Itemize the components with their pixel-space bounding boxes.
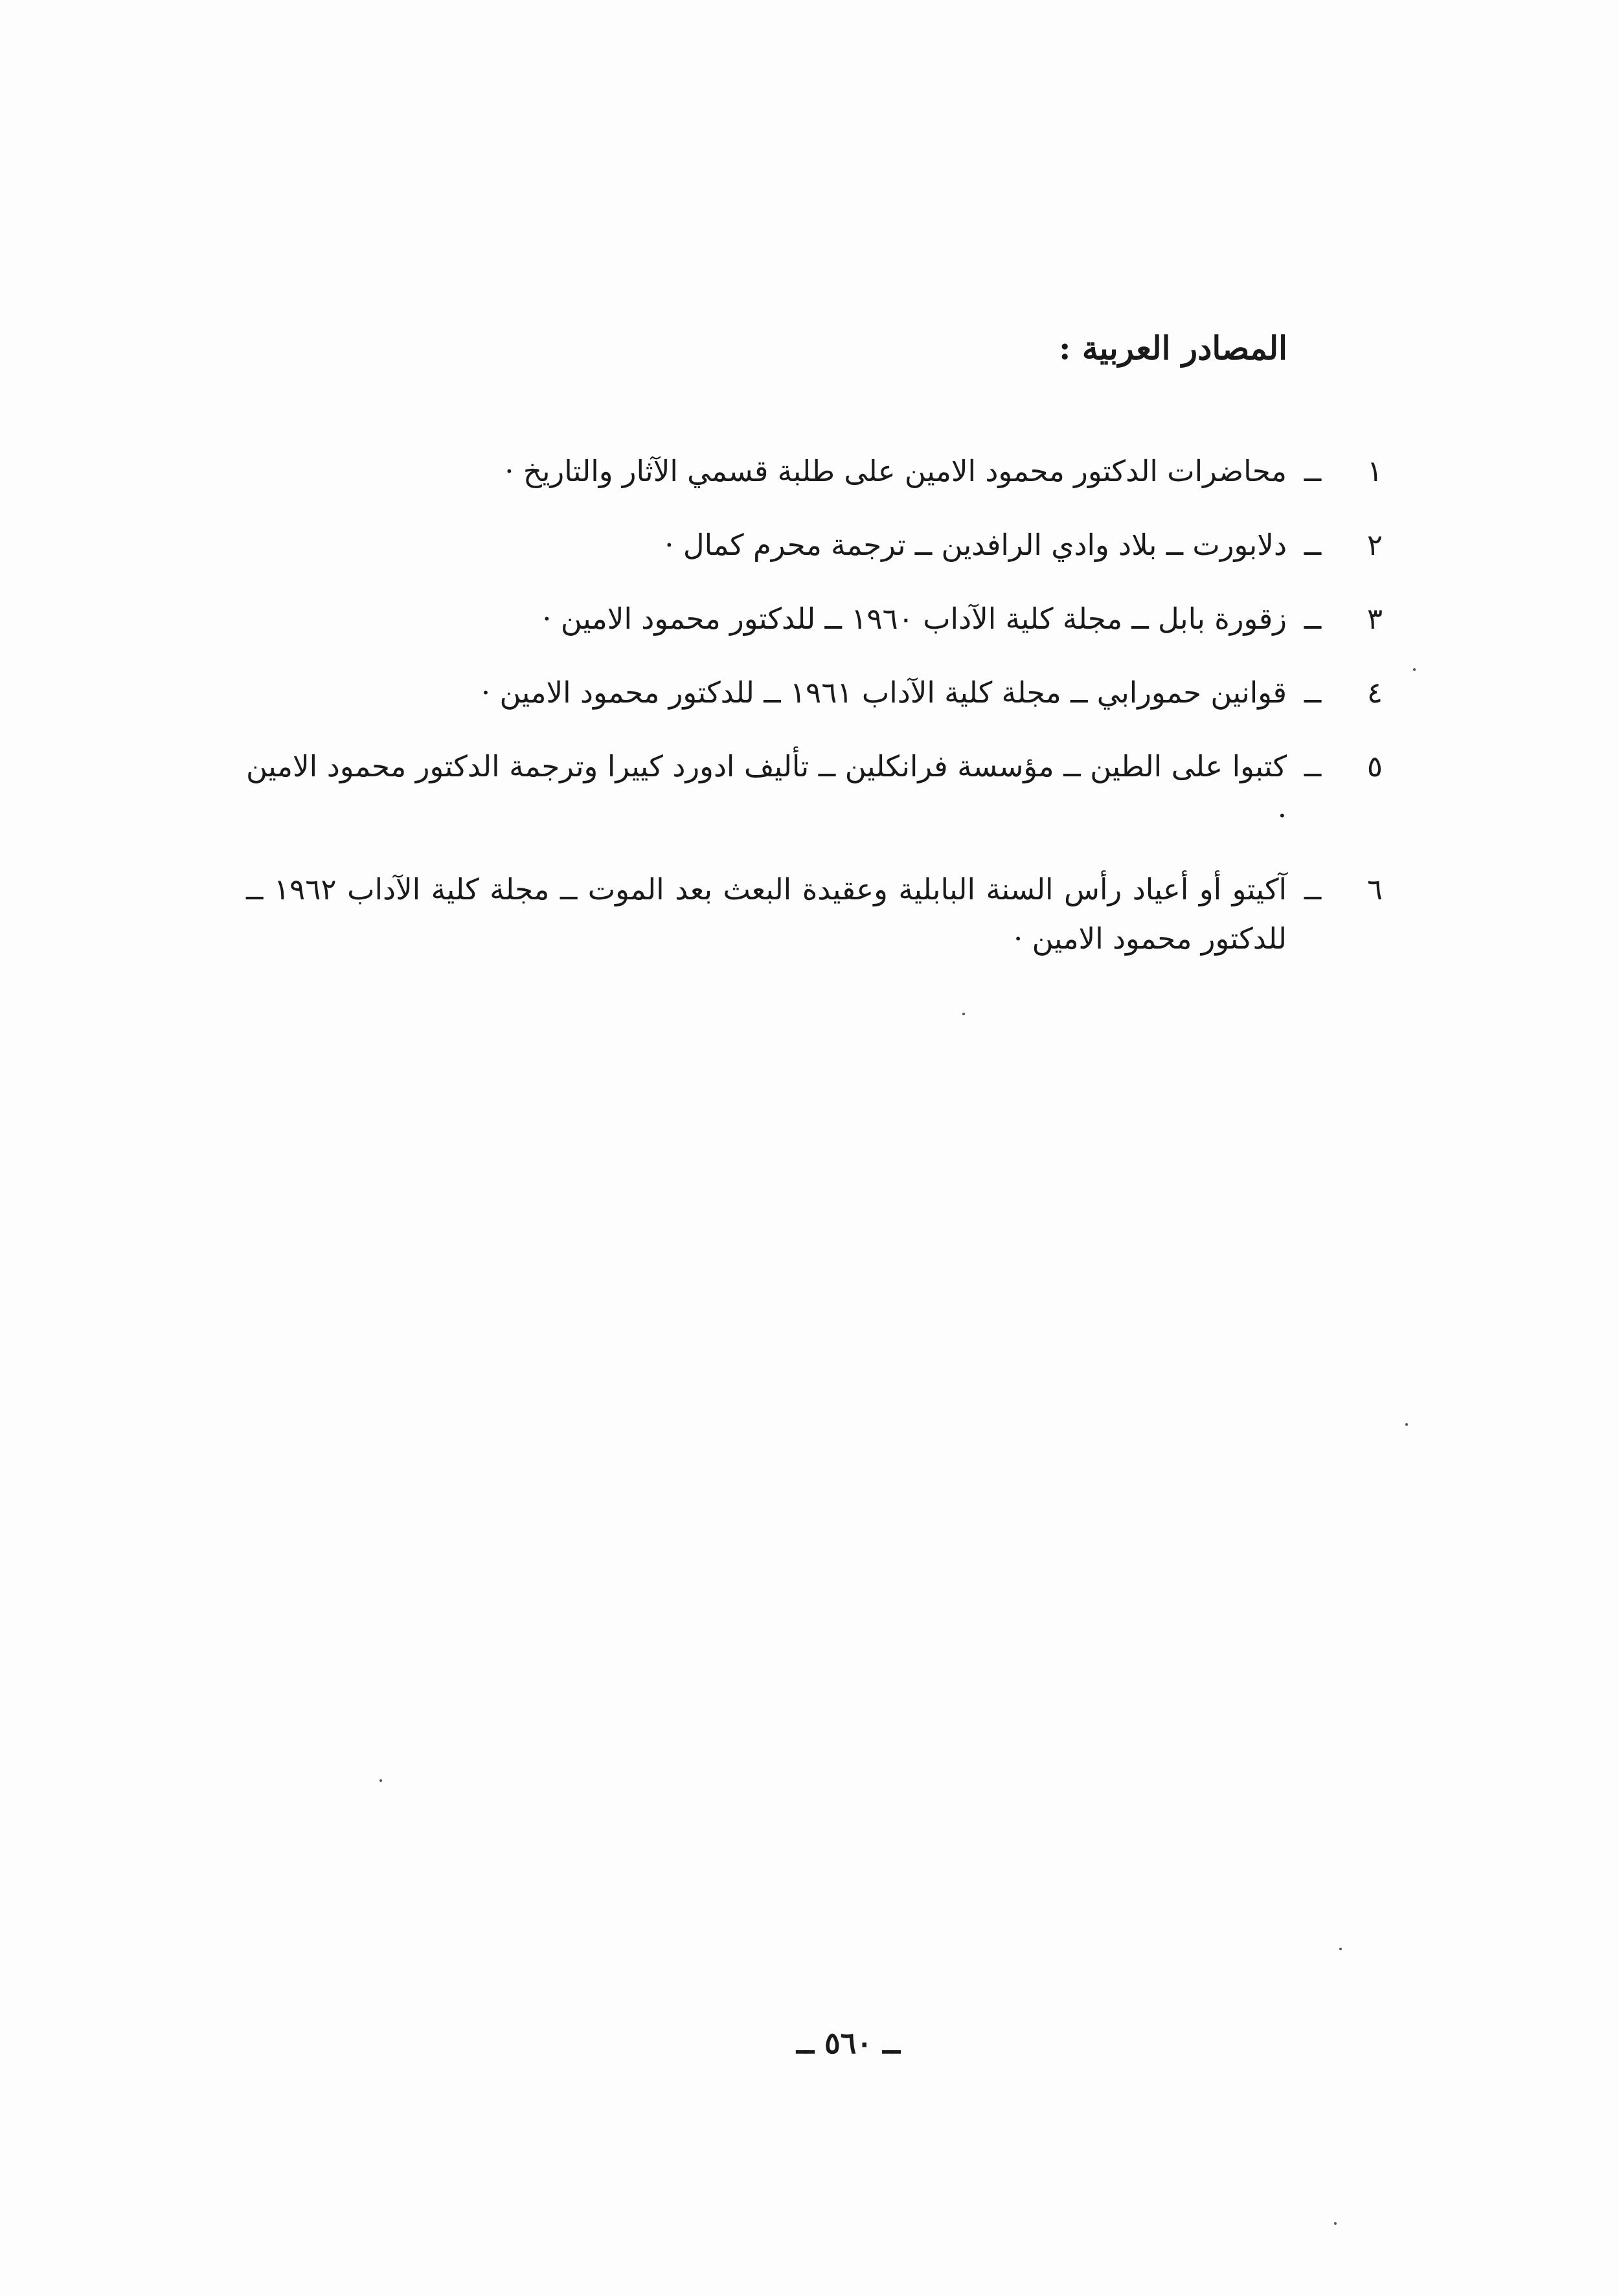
reference-text: آكيتو أو أعياد رأس السنة البابلية وعقيدة البعث بعد الموت ــ مجلة كلية الآداب ١٩٦٢ ــ للدكتور محمود الامين · <box>246 872 1287 956</box>
reference-number: ٣ <box>1366 602 1383 636</box>
reference-number: ٥ <box>1366 749 1383 783</box>
reference-text: زقورة بابل ــ مجلة كلية الآداب ١٩٦٠ ــ للدكتور محمود الامين · <box>542 602 1287 636</box>
page-number: ــ ٥٦٠ ــ <box>796 2025 901 2060</box>
reference-text: قوانين حمورابي ــ مجلة كلية الآداب ١٩٦١ ــ للدكتور محمود الامين · <box>481 675 1287 710</box>
reference-item <box>246 865 1383 963</box>
reference-text: محاضرات الدكتور محمود الامين على طلبة قسمي الآثار والتاريخ · <box>504 454 1287 488</box>
reference-item <box>246 742 1383 840</box>
reference-item <box>246 521 1383 570</box>
scan-speck <box>1339 1948 1342 1950</box>
reference-list <box>246 447 1383 988</box>
reference-number: ١ <box>1366 454 1383 488</box>
scan-speck <box>379 1779 382 1782</box>
reference-item <box>246 668 1383 717</box>
reference-dash: ــ <box>1304 454 1322 488</box>
reference-text: دلابورت ــ بلاد وادي الرافدين ــ ترجمة محرم كمال · <box>664 528 1287 562</box>
scan-speck <box>962 1013 965 1015</box>
reference-dash: ــ <box>1304 675 1322 710</box>
reference-dash: ــ <box>1304 872 1322 906</box>
reference-item <box>246 447 1383 496</box>
scan-speck <box>1413 668 1416 671</box>
reference-number: ٦ <box>1366 872 1383 906</box>
reference-dash: ــ <box>1304 602 1322 636</box>
reference-item <box>246 594 1383 644</box>
reference-number: ٤ <box>1366 675 1383 710</box>
scan-speck <box>1405 1423 1408 1426</box>
section-heading: المصادر العربية : <box>1059 329 1287 367</box>
reference-number: ٢ <box>1366 528 1383 562</box>
reference-dash: ــ <box>1304 528 1322 562</box>
reference-text: كتبوا على الطين ــ مؤسسة فرانكلين ــ تأليف ادورد كييرا وترجمة الدكتور محمود الامين · <box>246 749 1287 833</box>
scan-speck <box>1334 2222 1337 2225</box>
reference-dash: ــ <box>1304 749 1322 783</box>
